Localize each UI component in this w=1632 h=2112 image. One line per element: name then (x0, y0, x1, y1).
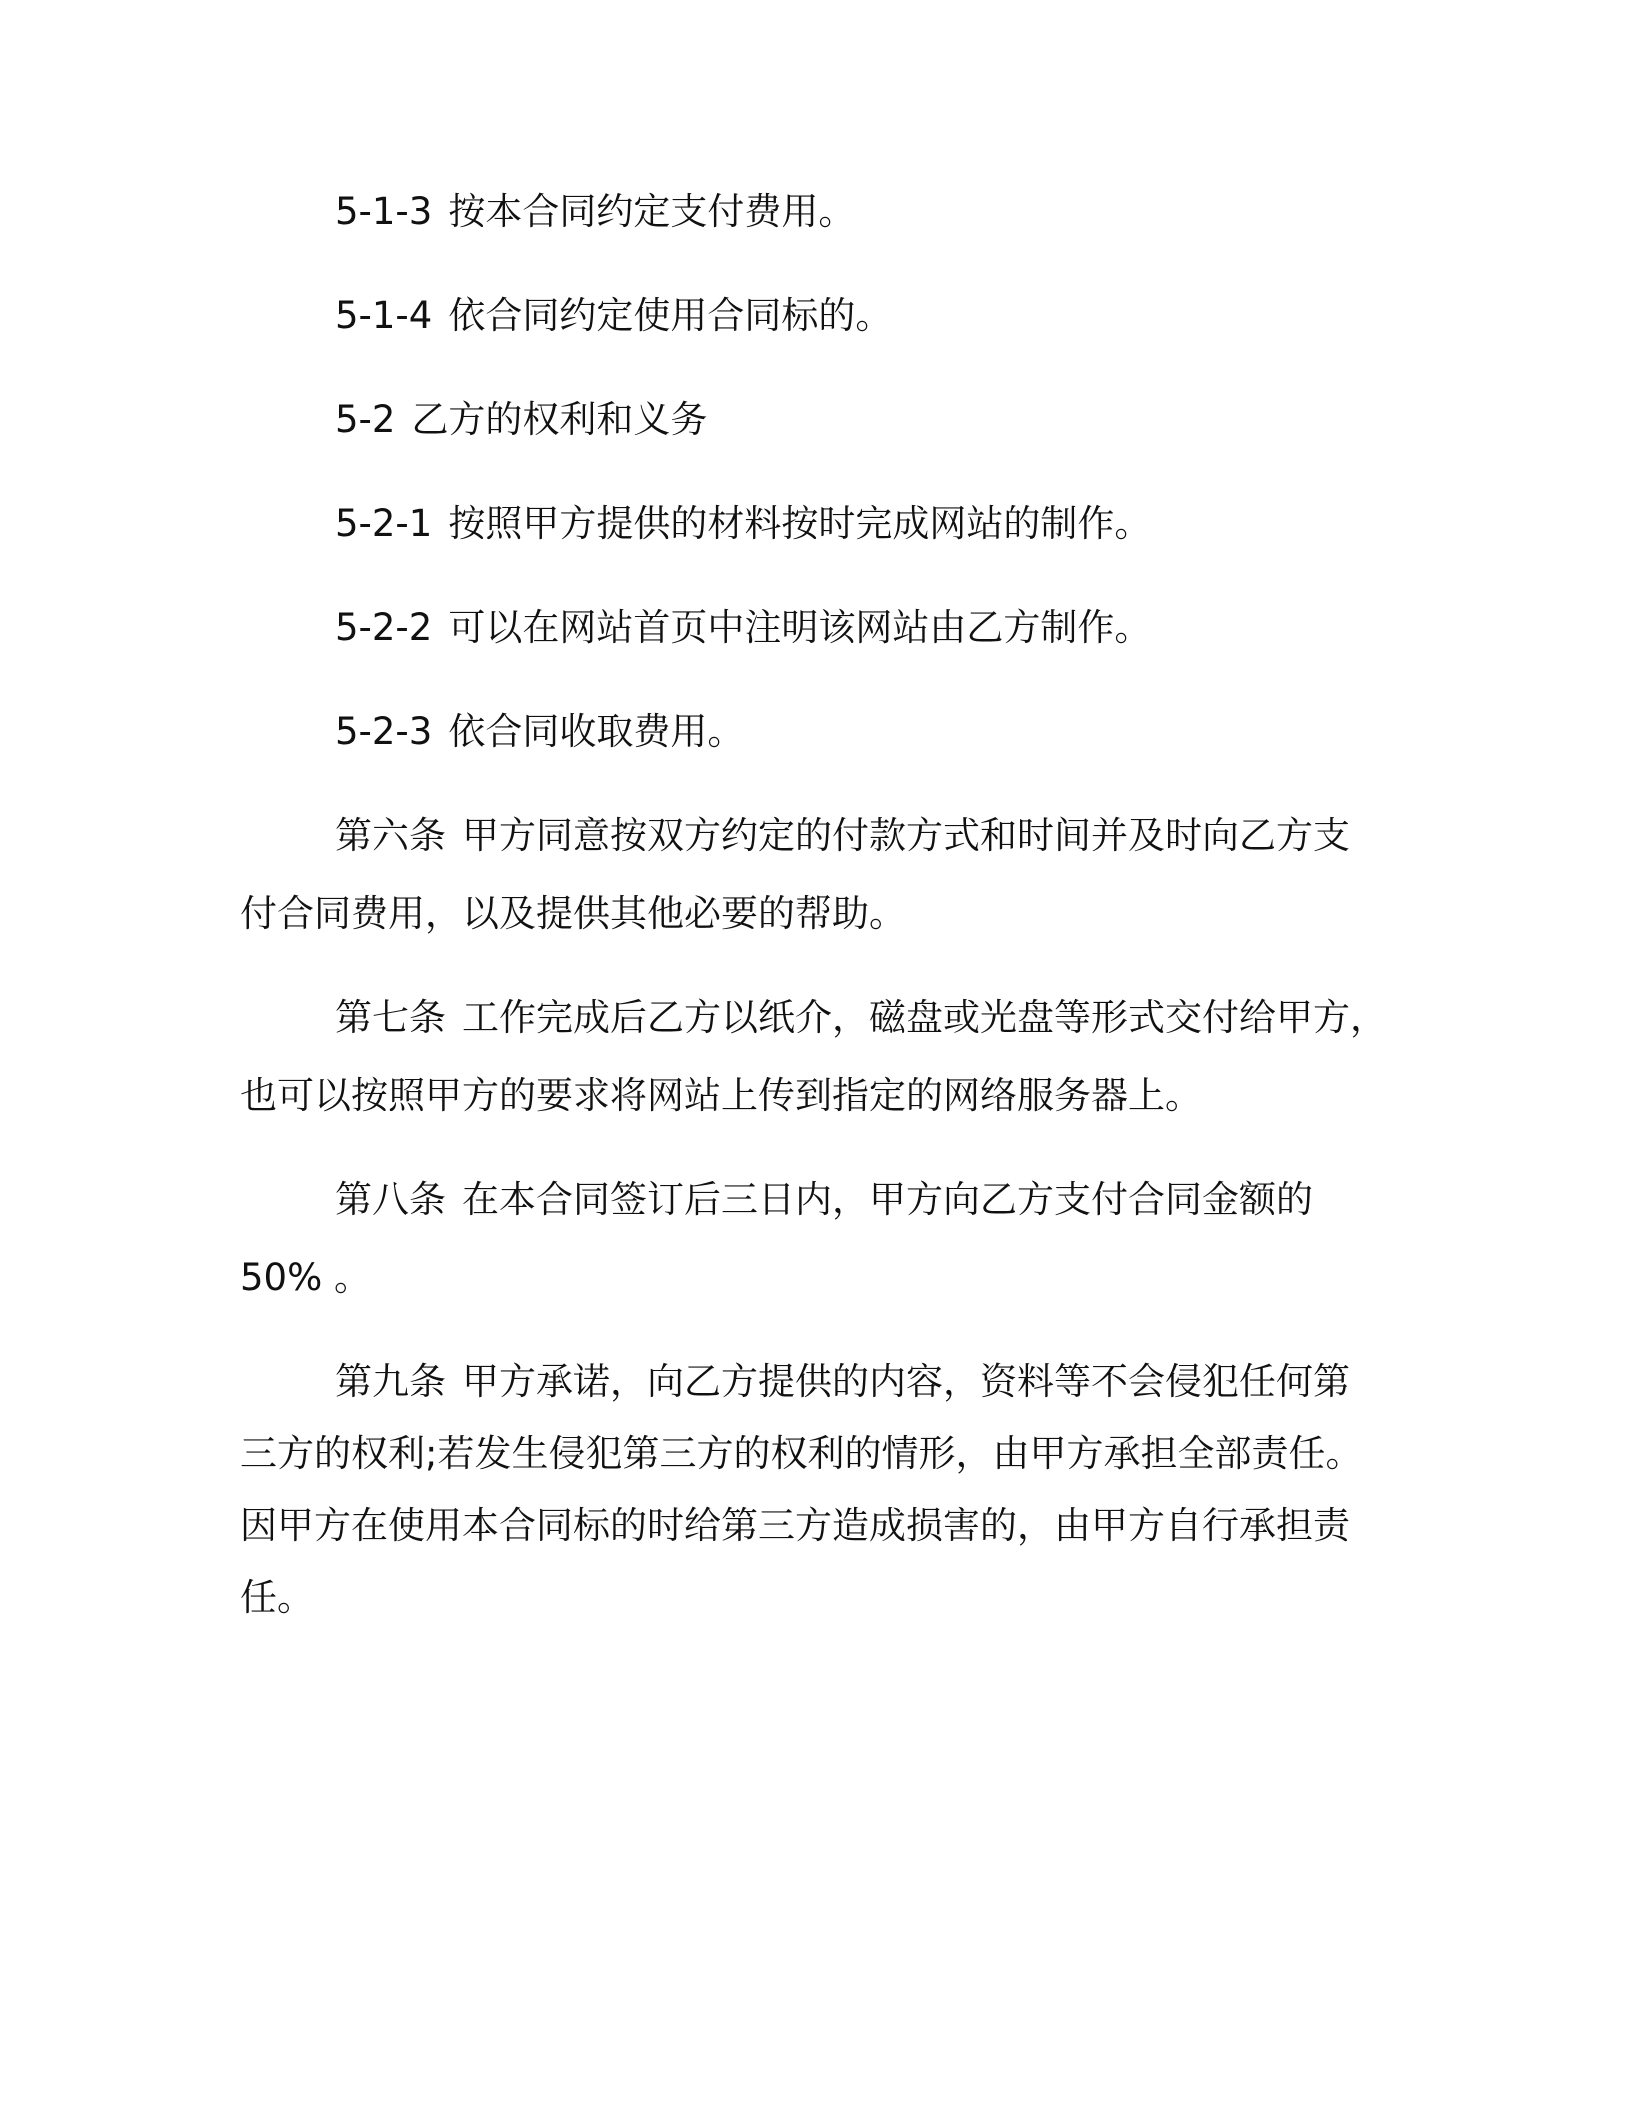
article-6 (240, 812, 1390, 938)
clause-5-2-1 (240, 500, 1390, 548)
article-heading: 第九条 (335, 1360, 446, 1403)
article-line (240, 1574, 1390, 1622)
article-text: 也可以按照甲方的要求将网站上传到指定的网络服务器上。 (240, 1074, 1202, 1117)
article-line (240, 890, 1390, 938)
article-text: 付合同费用，以及提供其他必要的帮助。 (240, 892, 906, 935)
article-line (240, 1430, 1390, 1478)
article-heading: 第六条 (335, 814, 446, 857)
article-heading: 第七条 (335, 996, 446, 1039)
clause-5-1-4 (240, 292, 1390, 340)
clause-5-2-2 (240, 604, 1390, 652)
article-text: 因甲方在使用本合同标的时给第三方造成损害的，由甲方自行承担责 (240, 1504, 1350, 1547)
article-line (240, 1502, 1390, 1550)
clause-number: 5-2-2 (335, 606, 433, 649)
clause-number: 5-1-3 (335, 190, 433, 233)
clause-text: 可以在网站首页中注明该网站由乙方制作。 (448, 606, 1152, 649)
clause-5-1-3 (240, 188, 1390, 236)
article-text: 三方的权利;若发生侵犯第三方的权利的情形，由甲方承担全部责任。 (240, 1432, 1363, 1475)
clause-5-2 (240, 396, 1390, 444)
article-9 (240, 1358, 1390, 1622)
clause-number: 5-2 (335, 398, 396, 441)
clause-number: 5-2-1 (335, 502, 433, 545)
article-line (240, 1254, 1390, 1302)
clause-text: 按照甲方提供的材料按时完成网站的制作。 (448, 502, 1152, 545)
article-line (240, 1358, 1390, 1406)
article-text: 任。 (240, 1576, 314, 1619)
article-text: 甲方同意按双方约定的付款方式和时间并及时向乙方支 (462, 814, 1350, 857)
article-7 (240, 994, 1390, 1120)
article-text: 在本合同签订后三日内，甲方向乙方支付合同金额的 (462, 1178, 1313, 1221)
clause-text: 依合同约定使用合同标的。 (448, 294, 893, 337)
article-text: 工作完成后乙方以纸介，磁盘或光盘等形式交付给甲方， (462, 996, 1387, 1039)
article-line (240, 1176, 1390, 1224)
article-text: 50% 。 (240, 1256, 371, 1299)
clause-text: 依合同收取费用。 (448, 710, 745, 753)
article-line (240, 994, 1390, 1042)
clause-5-2-3 (240, 708, 1390, 756)
article-8 (240, 1176, 1390, 1302)
clause-text: 乙方的权利和义务 (411, 398, 708, 441)
document-body (240, 188, 1390, 1622)
article-text: 甲方承诺，向乙方提供的内容，资料等不会侵犯任何第 (462, 1360, 1350, 1403)
article-line (240, 812, 1390, 860)
clause-number: 5-1-4 (335, 294, 433, 337)
clause-number: 5-2-3 (335, 710, 433, 753)
article-line (240, 1072, 1390, 1120)
article-heading: 第八条 (335, 1178, 446, 1221)
clause-text: 按本合同约定支付费用。 (448, 190, 856, 233)
